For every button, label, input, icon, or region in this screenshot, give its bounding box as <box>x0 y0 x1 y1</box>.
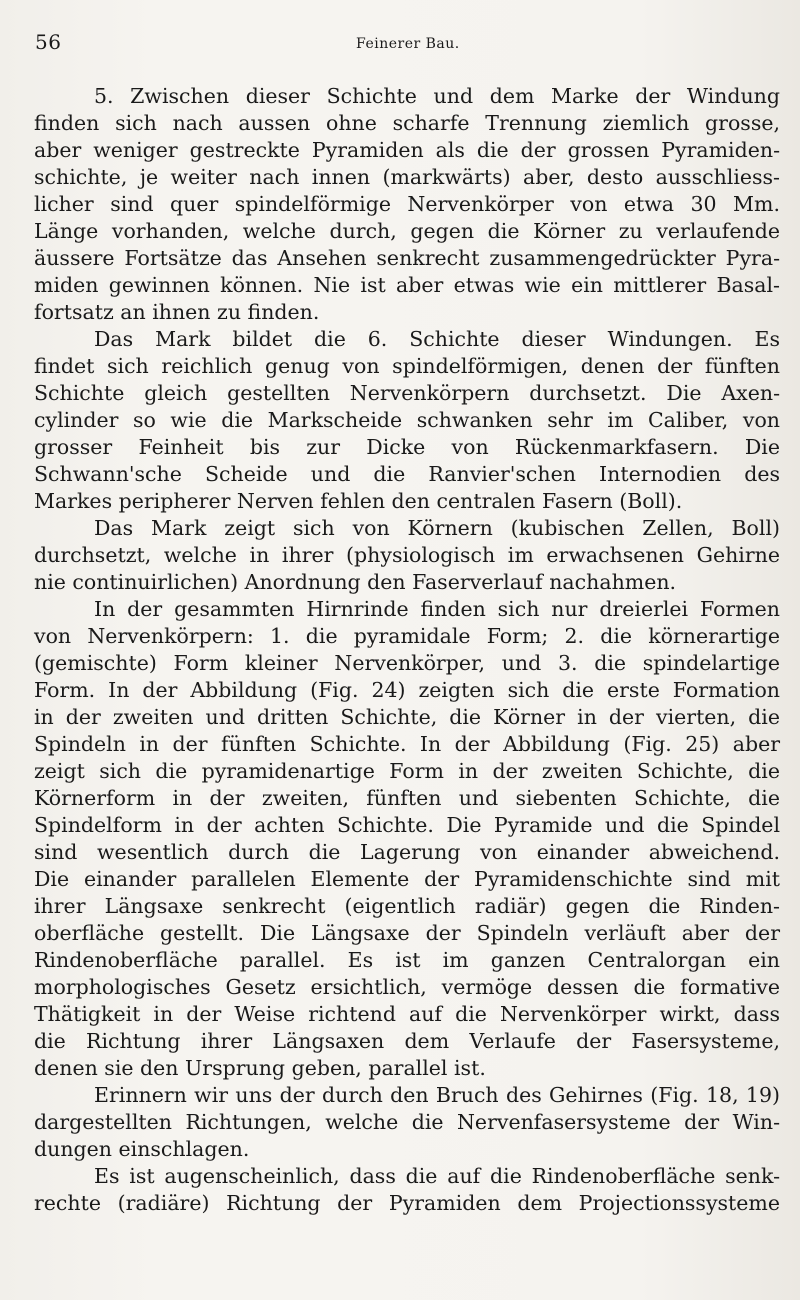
text-line: Form. In der Abbildung (Fig. 24) zeigten sich die erste Formation <box>34 678 780 702</box>
text-line: licher sind quer spindelförmige Nervenkörper von etwa 30 Mm. <box>34 192 780 216</box>
text-line: ihrer Längsaxe senkrecht (eigentlich radiär) gegen die Rinden- <box>34 894 780 918</box>
running-head: Feinerer Bau. <box>356 36 460 52</box>
text-line: Rindenoberfläche parallel. Es ist im ganzen Centralorgan ein <box>34 948 780 972</box>
text-line: zeigt sich die pyramidenartige Form in der zweiten Schichte, die <box>34 759 780 783</box>
text-line: nie continuirlichen) Anordnung den Faserverlauf nachahmen. <box>34 570 677 594</box>
text-line: Schichte gleich gestellten Nervenkörpern durchsetzt. Die Axen- <box>34 381 780 405</box>
text-line: äussere Fortsätze das Ansehen senkrecht zusammengedrückter Pyra- <box>34 246 780 270</box>
text-line: finden sich nach aussen ohne scharfe Trennung ziemlich grosse, <box>34 111 780 135</box>
text-line: morphologisches Gesetz ersichtlich, vermöge dessen die formative <box>34 975 780 999</box>
text-line: denen sie den Ursprung geben, parallel ist. <box>34 1056 486 1080</box>
text-line: Spindeln in der fünften Schichte. In der Abbildung (Fig. 25) aber <box>34 732 780 756</box>
text-line: In der gesammten Hirnrinde finden sich nur dreierlei Formen <box>94 597 780 621</box>
text-line: Thätigkeit in der Weise richtend auf die Nervenkörper wirkt, dass <box>34 1002 780 1026</box>
text-line: fortsatz an ihnen zu finden. <box>34 300 320 324</box>
text-line: Länge vorhanden, welche durch, gegen die Körner zu verlaufende <box>34 219 780 243</box>
text-line: Das Mark bildet die 6. Schichte dieser Windungen. Es <box>94 327 780 351</box>
text-line: aber weniger gestreckte Pyramiden als die der grossen Pyramiden- <box>34 138 780 162</box>
text-line: von Nervenkörpern: 1. die pyramidale Form; 2. die körnerartige <box>34 624 780 648</box>
text-line: Die einander parallelen Elemente der Pyramidenschichte sind mit <box>34 867 780 891</box>
text-line: Körnerform in der zweiten, fünften und siebenten Schichte, die <box>34 786 780 810</box>
text-line: Es ist augenscheinlich, dass die auf die Rindenoberfläche senk- <box>94 1164 780 1188</box>
text-line: 5. Zwischen dieser Schichte und dem Marke der Windung <box>94 84 780 108</box>
text-line: rechte (radiäre) Richtung der Pyramiden dem Projectionssysteme <box>34 1191 780 1215</box>
text-line: Markes peripherer Nerven fehlen den centralen Fasern (Boll). <box>34 489 683 513</box>
text-line: Erinnern wir uns der durch den Bruch des Gehirnes (Fig. 18, 19) <box>94 1083 780 1107</box>
text-line: sind wesentlich durch die Lagerung von einander abweichend. <box>34 840 780 864</box>
text-line: Spindelform in der achten Schichte. Die Pyramide und die Spindel <box>34 813 780 837</box>
text-line: miden gewinnen können. Nie ist aber etwas wie ein mittlerer Basal- <box>34 273 780 297</box>
text-line: in der zweiten und dritten Schichte, die Körner in der vierten, die <box>34 705 780 729</box>
text-line: grosser Feinheit bis zur Dicke von Rückenmarkfasern. Die <box>34 435 780 459</box>
text-line: dargestellten Richtungen, welche die Nervenfasersysteme der Win- <box>34 1110 780 1134</box>
text-line: oberfläche gestellt. Die Längsaxe der Spindeln verläuft aber der <box>34 921 780 945</box>
text-line: Schwann'sche Scheide und die Ranvier'schen Internodien des <box>34 462 780 486</box>
body-text <box>34 83 780 1217</box>
text-line: dungen einschlagen. <box>34 1137 250 1161</box>
text-line: durchsetzt, welche in ihrer (physiologisch im erwachsenen Gehirne <box>34 543 780 567</box>
text-line: die Richtung ihrer Längsaxen dem Verlaufe der Fasersysteme, <box>34 1029 780 1053</box>
page-header <box>35 30 775 60</box>
text-line: Das Mark zeigt sich von Körnern (kubischen Zellen, Boll) <box>94 516 780 540</box>
text-line: schichte, je weiter nach innen (markwärts) aber, desto ausschliess- <box>34 165 780 189</box>
text-line: (gemischte) Form kleiner Nervenkörper, und 3. die spindelartige <box>34 651 780 675</box>
text-line: findet sich reichlich genug von spindelförmigen, denen der fünften <box>34 354 780 378</box>
page-number: 56 <box>35 30 62 54</box>
text-line: cylinder so wie die Markscheide schwanken sehr im Caliber, von <box>34 408 780 432</box>
